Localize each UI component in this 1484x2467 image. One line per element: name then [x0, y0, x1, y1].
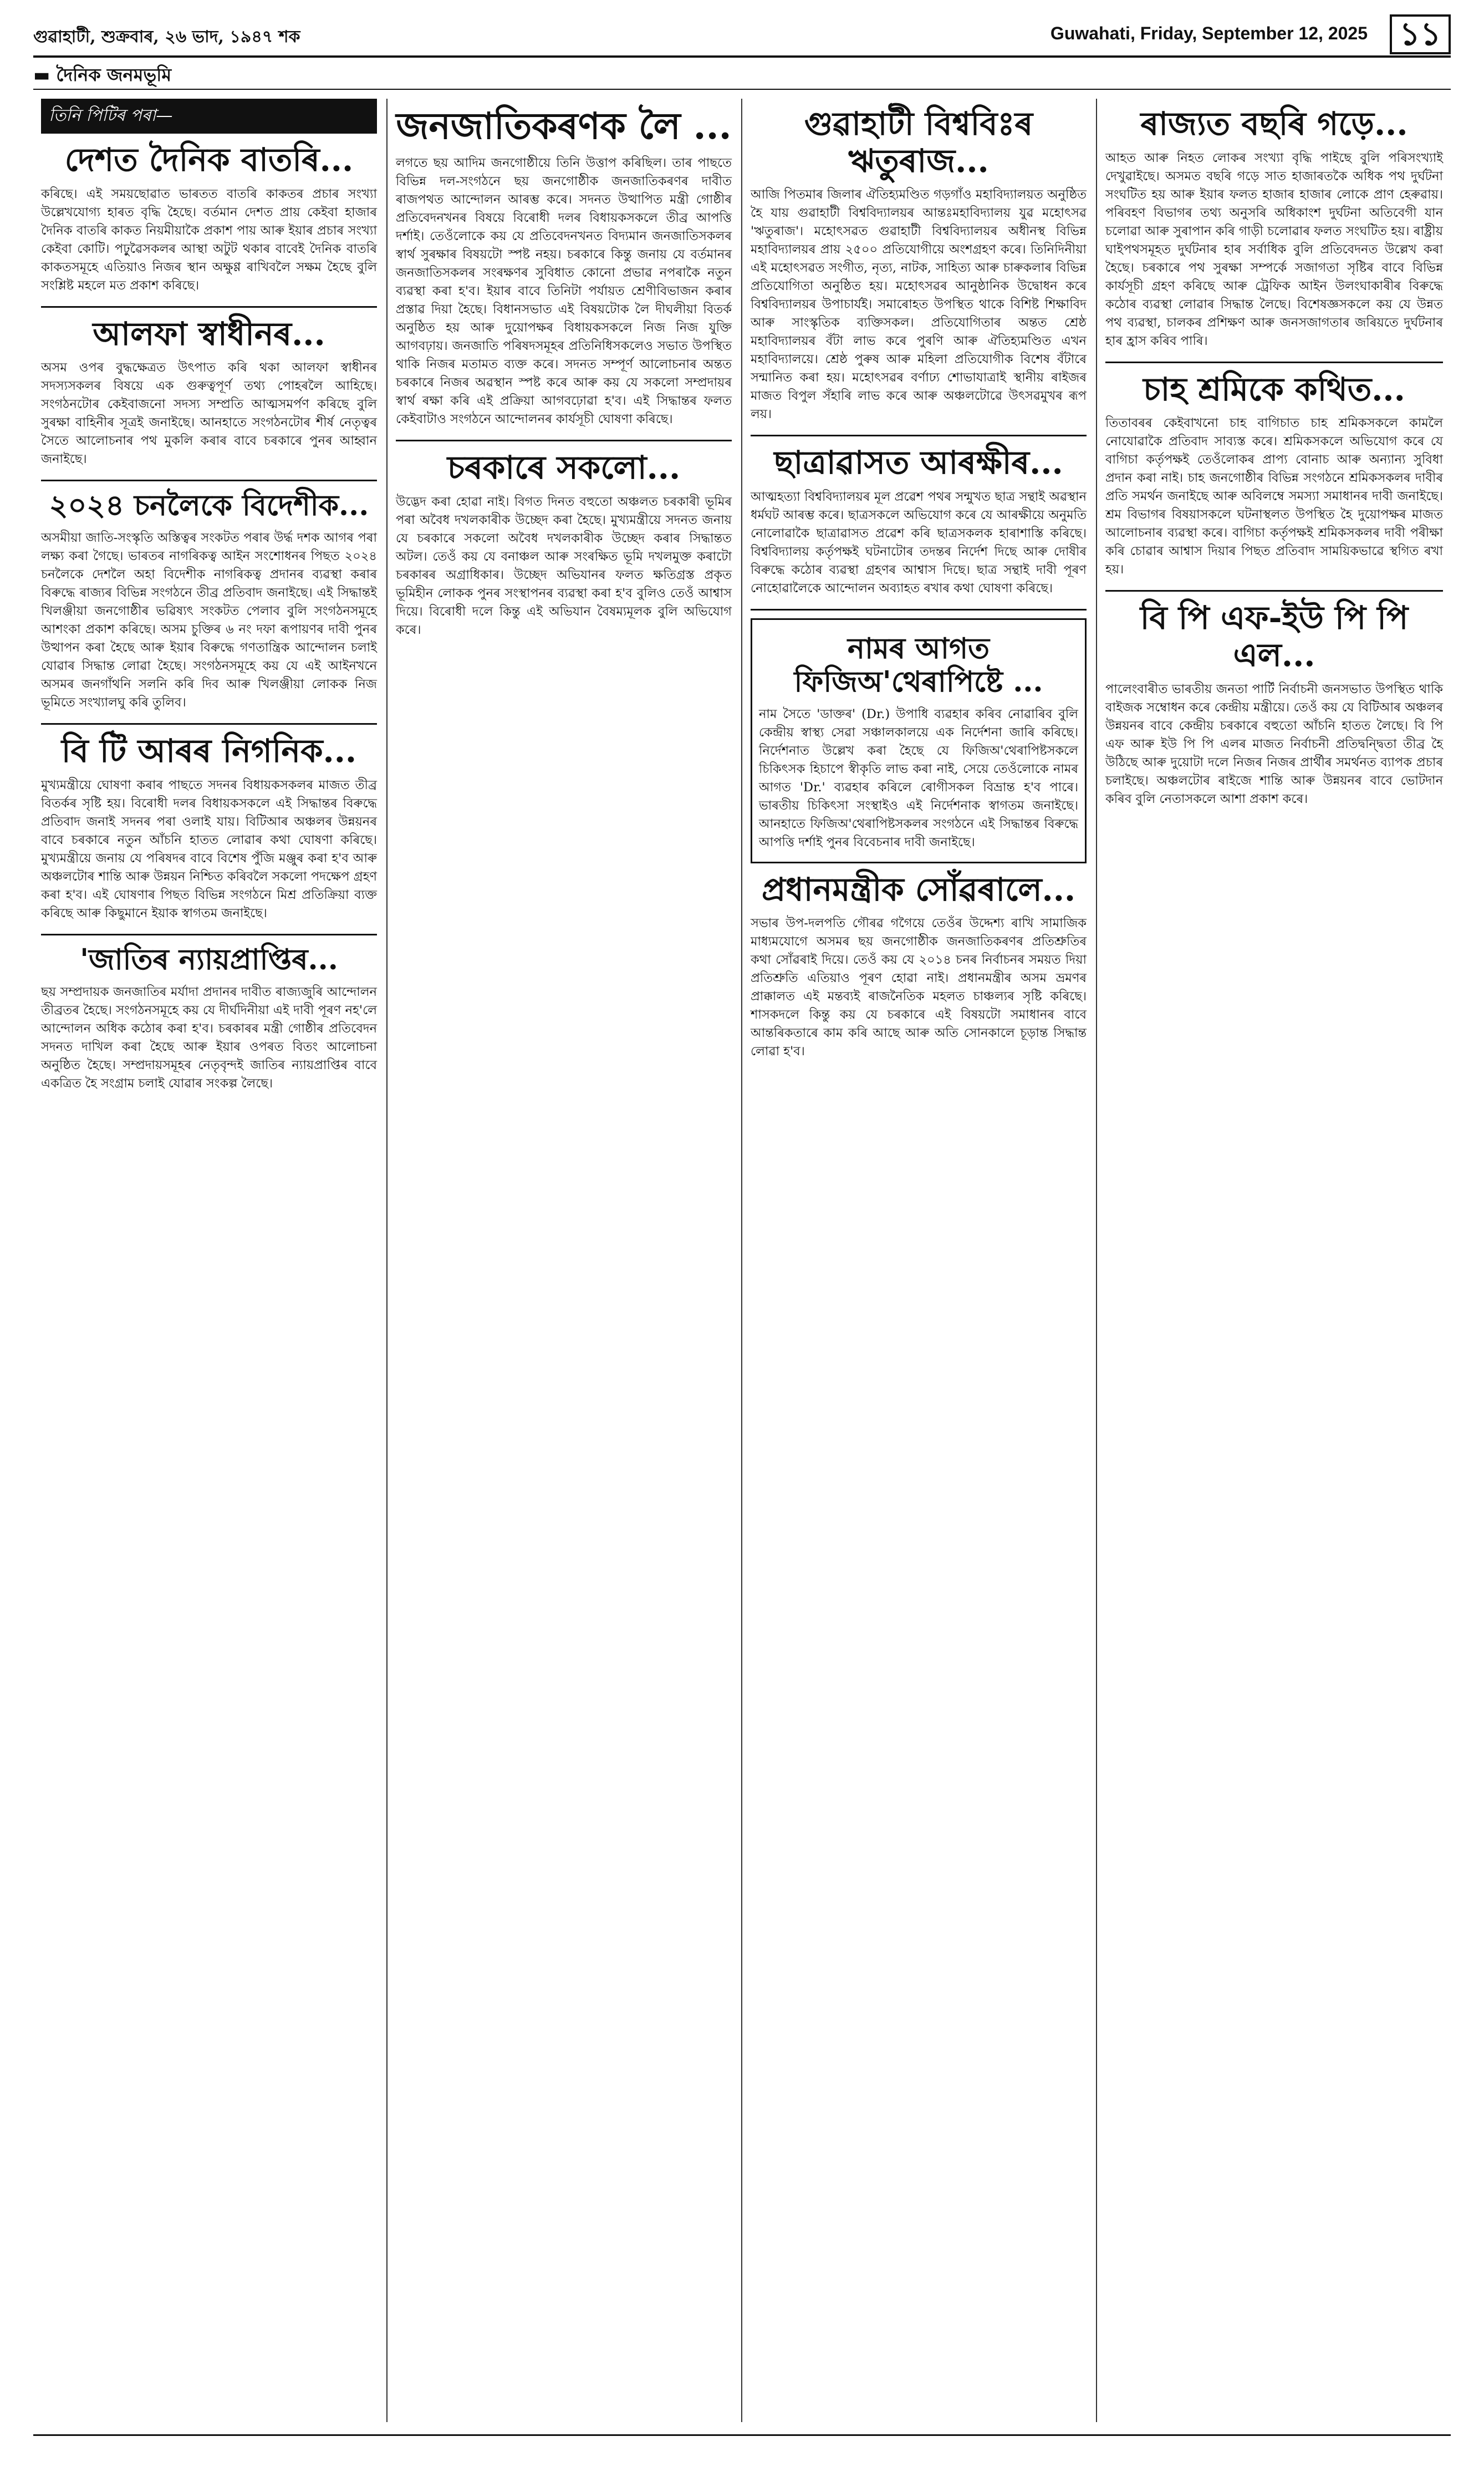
- headline: ২০২৪ চনলৈকে বিদেশীক...: [49, 489, 369, 523]
- headline: গুৱাহাটী বিশ্ববিঃৰ ঋতুৰাজ...: [804, 105, 1033, 180]
- story-body: ছয় সম্প্ৰদায়ক জনজাতিৰ মৰ্যাদা প্ৰদানৰ দাবীত ৰাজ্যজুৰি আন্দোলন তীব্ৰতৰ হৈছে। সংগঠনসমূহে কয় যে দীৰ্ঘদিনীয়া এই দাবী পূৰণ নহ'লে আন্দোলন অধিক কঠোৰ কৰা হ'ব। চৰকাৰৰ মন্ত্ৰী গোষ্ঠীৰ প্ৰতিবেদন সদনত দাখিল কৰা হৈছে আৰু ইয়াৰ ওপৰত বিতং আলোচনা অনুষ্ঠিত হৈছে। সম্প্ৰদায়সমূহৰ নেতৃবৃন্দই জাতিৰ ন্যায়প্ৰাপ্তিৰ বাবে একত্ৰিত হৈ সংগ্ৰাম চলাই যোৱাৰ সংকল্প লৈছে।: [41, 984, 377, 1091]
- story-physiotherapist: [751, 618, 1087, 863]
- footer-divider: [33, 2434, 1451, 2436]
- column-divider: [1096, 99, 1097, 2422]
- masthead: ▬ দৈনিক জনমভূমি: [33, 64, 172, 85]
- headline: ছাত্ৰাৱাসত আৰক্ষীৰ...: [774, 444, 1063, 482]
- story-body: মুখ্যমন্ত্ৰীয়ে ঘোষণা কৰাৰ পাছতে সদনৰ বিধায়কসকলৰ মাজত তীব্ৰ বিতৰ্কৰ সৃষ্টি হয়। বিৰোধী দলৰ বিধায়কসকলে এই সিদ্ধান্তৰ বিৰুদ্ধে প্ৰতিবাদ জনাই সদনৰ পৰা ওলাই যায়। বিটিআৰ অঞ্চলৰ উন্নয়নৰ বাবে চৰকাৰে নতুন আঁচনি হাতত লোৱাৰ কথা ঘোষণা কৰিছে। মুখ্যমন্ত্ৰীয়ে জনায় যে পৰিষদৰ বাবে বিশেষ পুঁজি মঞ্জুৰ কৰা হ'ব আৰু অঞ্চলটোৰ শান্তি আৰু উন্নয়ন নিশ্চিত কৰিবলৈ সকলো পদক্ষেপ গ্ৰহণ কৰা হ'ব। এই ঘোষণাৰ পিছত বিভিন্ন সংগঠনে মিশ্ৰ প্ৰতিক্ৰিয়া ব্যক্ত কৰিছে আৰু কিছুমানে ইয়াক স্বাগতম জনাইছে।: [41, 777, 377, 920]
- headline: 'জাতিৰ ন্যায়প্ৰাপ্তিৰ...: [80, 942, 338, 976]
- story-hostel-police: [751, 444, 1087, 611]
- story-tea-workers: [1105, 371, 1443, 592]
- story-daily-news: [41, 141, 377, 308]
- story-btr: [41, 733, 377, 935]
- headline: ৰাজ্যত বছৰি গড়ে...: [1140, 105, 1408, 143]
- column-1: [33, 99, 385, 2422]
- date-assamese: গুৱাহাটী, শুক্ৰবাৰ, ২৬ ভাদ, ১৯৪৭ শক: [33, 27, 300, 47]
- section-tag: তিনি পিটিৰ পৰা—: [41, 99, 377, 134]
- story-tribal-status: [396, 105, 732, 441]
- column-divider: [741, 99, 742, 2422]
- column-divider: [386, 99, 387, 2422]
- story-body: সভাৰ উপ-দলপতি গৌৰৱ গগৈয়ে তেওঁৰ উদ্দেশ্য ৰাখি সামাজিক মাধ্যমযোগে অসমৰ ছয় জনগোষ্ঠীক জনজাতিকৰণৰ প্ৰতিশ্ৰুতিৰ কথা সোঁৱৰাই দিয়ে। তেওঁ কয় যে ২০১৪ চনৰ নিৰ্বাচনৰ সময়ত দিয়া প্ৰতিশ্ৰুতি এতিয়াও পূৰণ হোৱা নাই। প্ৰধানমন্ত্ৰীৰ অসম ভ্ৰমণৰ প্ৰাক্কালত এই মন্তব্যই ৰাজনৈতিক মহলত চাঞ্চল্যৰ সৃষ্টি কৰিছে। শাসকদলে কিন্তু কয় যে চৰকাৰে এই বিষয়টো সমাধানৰ বাবে আন্তৰিকতাৰে কাম কৰি আছে আৰু অতি সোনকালে চূড়ান্ত সিদ্ধান্ত লোৱা হ'ব।: [751, 916, 1087, 1059]
- story-body: উদ্ভেদ কৰা হোৱা নাই। বিগত দিনত বহুতো অঞ্চলত চৰকাৰী ভূমিৰ পৰা অবৈধ দখলকাৰীক উচ্ছেদ কৰা হৈছে। মুখ্যমন্ত্ৰীয়ে সদনত জনায় যে চৰকাৰে সকলো অবৈধ দখলকাৰীক উচ্ছেদ কৰাৰ সিদ্ধান্তত অটল। তেওঁ কয় যে বনাঞ্চল আৰু সংৰক্ষিত ভূমি দখলমুক্ত কৰাটো চৰকাৰৰ অগ্ৰাধিকাৰ। উচ্ছেদ অভিযানৰ ফলত ক্ষতিগ্ৰস্ত প্ৰকৃত ভূমিহীন লোকক পুনৰ সংস্থাপনৰ ব্যৱস্থা কৰা হ'ব বুলিও তেওঁ আশ্বাস দিয়ে। বিৰোধী দলে কিন্তু এই অভিযান বৈষম্যমূলক বুলি অভিযোগ কৰে।: [396, 494, 732, 637]
- story-body: আজি পিতমাৰ জিলাৰ ঐতিহ্যমণ্ডিত গড়গাঁও মহাবিদ্যালয়ত অনুষ্ঠিত হৈ যায় গুৱাহাটী বিশ্ববিদ্যালয়ৰ আন্তঃমহাবিদ্যালয় যুৱ মহোৎসৱ 'ঋতুৰাজ'। মহোৎসৱত গুৱাহাটী বিশ্ববিদ্যালয়ৰ অধীনস্থ বিভিন্ন মহাবিদ্যালয়ৰ প্ৰায় ২৫০০ প্ৰতিযোগীয়ে অংশগ্ৰহণ কৰে। তিনিদিনীয়া এই মহোৎসৱত সংগীত, নৃত্য, নাটক, সাহিত্য আৰু চাৰুকলাৰ বিভিন্ন প্ৰতিযোগিতা অনুষ্ঠিত হয়। মহোৎসৱৰ আনুষ্ঠানিক উদ্বোধন কৰে বিশ্ববিদ্যালয়ৰ উপাচাৰ্যই। সমাৰোহত উপস্থিত থাকে বিশিষ্ট শিক্ষাবিদ আৰু সাংস্কৃতিক ব্যক্তিসকল। প্ৰতিযোগিতাৰ অন্তত শ্ৰেষ্ঠ মহাবিদ্যালয়ৰ বঁটা লাভ কৰে পুৰণি আৰু ঐতিহ্যমণ্ডিত এখন মহাবিদ্যালয়ে। শ্ৰেষ্ঠ পুৰুষ আৰু মহিলা প্ৰতিযোগীক বিশেষ বঁটাৰে সন্মানিত কৰা হয়। মহোৎসৱৰ বৰ্ণাঢ্য শোভাযাত্ৰাই স্থানীয় ৰাইজৰ মাজত বিপুল সঁহাৰি লাভ কৰে আৰু অঞ্চলটোৱে উৎসৱমুখৰ ৰূপ লয়।: [751, 187, 1087, 422]
- headline: বি টি আৰৰ নিগনিক...: [61, 732, 357, 770]
- page-number: ১১: [1390, 14, 1451, 54]
- page-header: [33, 15, 1451, 53]
- headline: চৰকাৰে সকলো...: [447, 448, 681, 486]
- story-body: আত্মহত্যা বিশ্ববিদ্যালয়ৰ মূল প্ৰৱেশ পথৰ সন্মুখত ছাত্ৰ সন্থাই অৱস্থান ধৰ্মঘট আৰম্ভ কৰে। ছাত্ৰসকলে অভিযোগ কৰে যে আৰক্ষীয়ে অনুমতি নোলোৱাকৈ ছাত্ৰাৱাসত প্ৰৱেশ কৰি ছাত্ৰসকলক হাৰাশাস্তি কৰিছে। বিশ্ববিদ্যালয় কৰ্তৃপক্ষই ঘটনাটোৰ তদন্তৰ নিৰ্দেশ দিছে আৰু দোষীৰ বিৰুদ্ধে কঠোৰ ব্যৱস্থা গ্ৰহণৰ আশ্বাস দিছে। ছাত্ৰ সন্থাই দাবী পূৰণ নোহোৱালৈকে আন্দোলন অব্যাহত ৰখাৰ কথা ঘোষণা কৰিছে।: [751, 490, 1087, 596]
- story-road-accidents: [1105, 105, 1443, 363]
- story-body: লগতে ছয় আদিম জনগোষ্ঠীয়ে তিনি উত্তাপ কৰিছিল। তাৰ পাছতে বিভিন্ন দল-সংগঠনে ছয় জনগোষ্ঠীক জনজাতিকৰণৰ দাবীত ৰাজপথত আন্দোলন আৰম্ভ কৰে। সদনত উত্থাপিত মন্ত্ৰী গোষ্ঠীৰ প্ৰতিবেদনখনৰ বিষয়ে বিৰোধী দলৰ বিধায়কসকলে তীব্ৰ আপত্তি দৰ্শাই। তেওঁলোকে কয় যে প্ৰতিবেদনখনত বিদ্যমান জনজাতিসকলৰ স্বাৰ্থ সুৰক্ষাৰ বিষয়টো স্পষ্ট নহয়। চৰকাৰে কিন্তু জনায় যে বৰ্তমানৰ জনজাতিসকলৰ সংৰক্ষণৰ সুবিধাত কোনো প্ৰভাৱ নপৰাকৈ নতুন ব্যৱস্থা কৰা হ'ব। ইয়াৰ বাবে তিনিটা পৰ্যায়ত শ্ৰেণীবিভাজন কৰাৰ প্ৰস্তাৱ দিয়া হৈছে। বিধানসভাত এই বিষয়টোক লৈ দীঘলীয়া বিতৰ্ক অনুষ্ঠিত হয় আৰু দুয়োপক্ষৰ বিধায়কসকলে নিজ নিজ যুক্তি আগবঢ়ায়। জনজাতি পৰিষদসমূহৰ প্ৰতিনিধিসকলেও সভাত উপস্থিত থাকি নিজৰ মতামত ব্যক্ত কৰে। সদনত সম্পূৰ্ণ আলোচনাৰ অন্তত চৰকাৰে নিজৰ অৱস্থান স্পষ্ট কৰে আৰু কয় যে সকলো সম্প্ৰদায়ৰ স্বাৰ্থ ৰক্ষা কৰি এই প্ৰক্ৰিয়া আগবঢ়োৱা হ'ব। এই সিদ্ধান্তৰ ফলত কেইবাটাও সংগঠনে আন্দোলনৰ কাৰ্যসূচী ঘোষণা কৰিছে।: [396, 155, 732, 426]
- story-body: তিতাবৰৰ কেইবাখনো চাহ বাগিচাত চাহ শ্ৰমিকসকলে কামলৈ নোযোৱাকৈ প্ৰতিবাদ সাব্যস্ত কৰে। শ্ৰমিকসকলে অভিযোগ কৰে যে বাগিচা কৰ্তৃপক্ষই তেওঁলোকৰ প্ৰাপ্য বোনাচ আৰু অন্যান্য সুবিধা প্ৰদান কৰা নাই। চাহ জনগোষ্ঠীৰ বিভিন্ন সংগঠনে শ্ৰমিকসকলৰ দাবীৰ প্ৰতি সমৰ্থন জনাইছে আৰু অবিলম্বে সমস্যা সমাধানৰ দাবী জনাইছে। শ্ৰম বিভাগৰ বিষয়াসকলে ঘটনাস্থলত উপস্থিত হৈ দুয়োপক্ষৰ মাজত আলোচনাৰ ব্যৱস্থা কৰে। বাগিচা কৰ্তৃপক্ষই শ্ৰমিকসকলৰ দাবী পৰীক্ষা কৰি চোৱাৰ আশ্বাস দিয়াৰ পিছত প্ৰতিবাদ সাময়িকভাৱে স্থগিত ৰখা হয়।: [1105, 416, 1443, 577]
- headline: নামৰ আগত ফিজিঅ'থেৰাপিষ্টে ...: [794, 632, 1043, 699]
- story-bpf-uppl: [1105, 599, 1443, 819]
- headline: আলফা স্বাধীনৰ...: [93, 314, 325, 353]
- story-body: আহত আৰু নিহত লোকৰ সংখ্যা বৃদ্ধি পাইছে বুলি পৰিসংখ্যাই দেখুৱাইছে। অসমত বছৰি গড়ে সাত হাজাৰতকৈ অধিক পথ দুৰ্ঘটনা সংঘটিত হয় আৰু ইয়াৰ ফলত হাজাৰ হাজাৰ লোকে প্ৰাণ হেৰুৱায়। পৰিবহণ বিভাগৰ তথ্য অনুসৰি অধিকাংশ দুৰ্ঘটনা অতিবেগী যান চলোৱা আৰু সুৰাপান কৰি গাড়ী চলোৱাৰ ফলত সংঘটিত হয়। ৰাষ্ট্ৰীয় ঘাইপথসমূহত দুৰ্ঘটনাৰ হাৰ সৰ্বাধিক বুলি প্ৰতিবেদনত উল্লেখ কৰা হৈছে। চৰকাৰে পথ সুৰক্ষা সম্পৰ্কে সজাগতা সৃষ্টিৰ বাবে বিভিন্ন কাৰ্যসূচী গ্ৰহণ কৰিছে আৰু ট্ৰেফিক আইন উলংঘাকাৰীৰ বিৰুদ্ধে কঠোৰ ব্যৱস্থা লোৱাৰ সিদ্ধান্ত লৈছে। বিশেষজ্ঞসকলে কয় যে উন্নত পথ ব্যৱস্থা, চালকৰ প্ৰশিক্ষণ আৰু জনসজাগতাৰ জৰিয়তে দুৰ্ঘটনাৰ হাৰ হ্ৰাস কৰিব পাৰি।: [1105, 150, 1443, 348]
- story-foreigners: [41, 489, 377, 725]
- story-ulfa: [41, 316, 377, 482]
- story-body: নাম সৈতে 'ডাক্তৰ' (Dr.) উপাধি ব্যৱহাৰ কৰিব নোৱাৰিব বুলি কেন্দ্ৰীয় স্বাস্থ্য সেৱা সঞ্চালকালয়ে এক নিৰ্দেশনা জাৰি কৰিছে। নিৰ্দেশনাত উল্লেখ কৰা হৈছে যে ফিজিঅ'থেৰাপিষ্টসকলে চিকিৎসক হিচাপে স্বীকৃতি লাভ কৰা নাই, সেয়ে তেওঁলোকে নামৰ আগত 'Dr.' ব্যৱহাৰ কৰিলে ৰোগীসকল বিভ্ৰান্ত হ'ব পাৰে। ভাৰতীয় চিকিৎসা সংস্থাইও এই নিৰ্দেশনাক স্বাগতম জনাইছে। আনহাতে ফিজিঅ'থেৰাপিষ্টসকলৰ সংগঠনে এই সিদ্ধান্তৰ বিৰুদ্ধে আপত্তি দৰ্শাই পুনৰ বিবেচনাৰ দাবী জনাইছে।: [759, 706, 1078, 850]
- column-3: [743, 99, 1094, 2422]
- story-eviction: [396, 449, 732, 650]
- story-body: অসম ওপৰ বুদ্ধক্ষেত্ৰত উৎপাত কৰি থকা আলফা স্বাধীনৰ সদস্যসকলৰ বিষয়ে এক গুৰুত্বপূৰ্ণ তথ্য পোহৰলৈ আহিছে। সংগঠনটোৰ কেইবাজনো সদস্য সম্প্ৰতি আত্মসমৰ্পণ কৰিছে বুলি সুৰক্ষা বাহিনীৰ সূত্ৰই জনাইছে। আনহাতে সংগঠনটোৰ শীৰ্ষ নেতৃত্বৰ সৈতে আলোচনাৰ পথ মুকলি কৰাৰ বাবে চৰকাৰে পুনৰ আহ্বান জনাইছে।: [41, 360, 377, 467]
- headline: চাহ শ্ৰমিকে কথিত...: [1143, 370, 1405, 408]
- date-english: Guwahati, Friday, September 12, 2025: [1050, 23, 1368, 43]
- story-body: পালেংবাৰীত ভাৰতীয় জনতা পাৰ্টি নিৰ্বাচনী জনসভাত উপস্থিত থাকি বাইজক সম্বোধন কৰে কেন্দ্ৰীয় মন্ত্ৰীয়ে। তেওঁ কয় যে বিটিআৰ অঞ্চলৰ উন্নয়নৰ বাবে কেন্দ্ৰীয় চৰকাৰে বহুতো আঁচনি হাতত লৈছে। বি পি এফ আৰু ইউ পি পি এলৰ মাজত নিৰ্বাচনী প্ৰতিদ্বন্দ্বিতা তীব্ৰ হৈ উঠিছে আৰু দুয়োটা দলে নিজৰ নিজৰ প্ৰাৰ্থীৰ সমৰ্থনত ব্যাপক প্ৰচাৰ চলাইছে। অঞ্চলটোৰ ৰাইজে শান্তি আৰু উন্নয়নৰ বাবে ভোটদান কৰিব বুলি নেতাসকলে আশা প্ৰকাশ কৰে।: [1105, 681, 1443, 806]
- divider: [33, 55, 1451, 58]
- headline: জনজাতিকৰণক লৈ ...: [396, 104, 732, 147]
- story-prime-minister: [751, 871, 1087, 1072]
- column-2: [388, 99, 740, 2422]
- headline: দেশত দৈনিক বাতৰি...: [64, 141, 354, 179]
- column-4: [1098, 99, 1451, 2422]
- divider: [33, 89, 1451, 90]
- story-body: অসমীয়া জাতি-সংস্কৃতি অস্তিত্বৰ সংকটত পৰাৰ উৰ্দ্ধ দশক আগৰ পৰা লক্ষ্য কৰা গৈছে। ভাৰতৰ নাগৰিকত্ব আইন সংশোধনৰ পিছত ২০২৪ চনলৈকে দেশলৈ অহা বিদেশীক নাগৰিকত্ব প্ৰদানৰ ব্যৱস্থা কৰাৰ বিৰুদ্ধে ৰাজ্যৰ বিভিন্ন সংগঠনে তীব্ৰ প্ৰতিবাদ জনাইছে। এই সিদ্ধান্তই খিলঞ্জীয়া জনগোষ্ঠীৰ ভৱিষ্যৎ সংকটত পেলাব বুলি সংগঠনসমূহে আশংকা প্ৰকাশ কৰিছে। অসম চুক্তিৰ ৬ নং দফা ৰূপায়ণৰ দাবী পুনৰ উত্থাপন কৰা হৈছে আৰু ইয়াৰ বিৰুদ্ধে গণতান্ত্ৰিক আন্দোলন চলাই যোৱাৰ সিদ্ধান্ত লোৱা হৈছে। সংগঠনসমূহে কয় যে এই আইনখনে অসমৰ জনগাঁথনি সলনি কৰি দিব আৰু খিলঞ্জীয়া লোকক নিজ ভূমিতে সংখ্যালঘু কৰি তুলিব।: [41, 531, 377, 710]
- headline: প্ৰধানমন্ত্ৰীক সোঁৱৰালে...: [761, 870, 1076, 908]
- story-body: কৰিছে। এই সময়ছোৱাত ভাৰতত বাতৰি কাকতৰ প্ৰচাৰ সংখ্যা উল্লেখযোগ্য হাৰত বৃদ্ধি হৈছে। বৰ্তমান দেশত প্ৰায় কেইবা হাজাৰ দৈনিক বাতৰি কাকত নিয়মীয়াকৈ প্ৰকাশ পায় আৰু ইয়াৰ প্ৰচাৰ সংখ্যা কেইবা কোটি। পঢ়ুৱৈসকলৰ আস্থা অটুট থকাৰ বাবেই দৈনিক বাতৰি কাকতসমূহে এতিয়াও নিজৰ স্থান অক্ষুণ্ণ ৰাখিবলৈ সক্ষম হৈছে বুলি সংশ্লিষ্ট মহলে মত প্ৰকাশ কৰিছে।: [41, 186, 377, 293]
- headline: বি পি এফ-ইউ পি পি এল...: [1140, 599, 1409, 674]
- story-justice: [41, 943, 377, 1104]
- story-youth-festival: [751, 105, 1087, 436]
